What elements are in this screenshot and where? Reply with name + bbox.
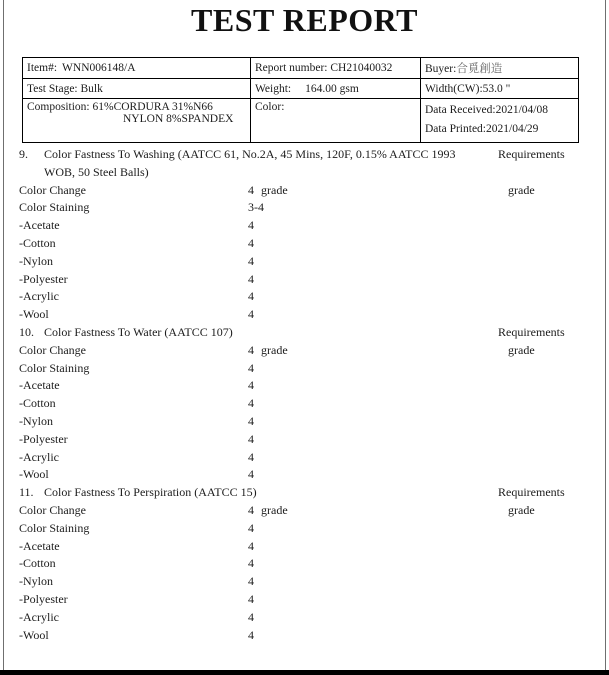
data-printed-label: Data Printed: [425,123,486,135]
result-label: -Wool [19,627,49,642]
result-label: -Wool [19,307,49,322]
result-value: 4 [248,520,254,535]
result-value: 4 [248,253,254,268]
weight-label: Weight: [255,82,292,95]
page-title: TEST REPORT [191,2,418,38]
color-label: Color: [255,101,285,113]
result-value: 4 [248,218,254,233]
result-row [0,538,609,556]
result-row [0,253,609,271]
result-row [0,555,609,573]
page-border-bottom [0,670,609,675]
result-label: -Polyester [19,591,68,606]
result-label: Color Change [19,182,86,197]
test-results [0,146,609,644]
result-value: 4 [248,396,254,411]
result-label: -Polyester [19,271,68,286]
result-value: 4 [248,449,254,464]
result-value: 4 [248,556,254,571]
result-value: 4 [248,627,254,642]
result-value: 4 [248,360,254,375]
item-label: Item#: [27,62,58,74]
buyer-value: 合覓創造 [456,63,503,75]
requirements-label: Requirements [498,324,565,339]
dates-cell [421,99,579,143]
test-stage-label: Test Stage: [27,82,78,95]
result-label: -Wool [19,467,49,482]
report-number-label: Report number: [255,62,328,74]
section-title-line: Color Fastness To Perspiration (AATCC 15) [44,485,257,500]
result-label: -Cotton [19,396,56,411]
buyer-label: Buyer: [425,63,457,75]
section-heading [0,324,609,342]
section-heading [0,484,609,502]
result-row [0,306,609,324]
composition-cell [23,99,251,143]
result-row [0,466,609,484]
result-row [0,235,609,253]
test-stage-cell [23,79,251,99]
test-section [0,146,609,324]
requirements-label: Requirements [498,147,565,161]
result-value: 4 [248,271,254,286]
width-value: 53.0 " [482,82,511,95]
composition-value-line1: 61%CORDURA 31%N66 [92,101,213,113]
result-label: -Acetate [19,218,60,233]
result-value: 4 grade [248,182,288,197]
composition-label: Composition: [27,101,90,113]
result-value: 4 [248,574,254,589]
result-row [0,609,609,627]
result-label: -Nylon [19,574,53,589]
item-cell [23,58,251,79]
result-label: -Acetate [19,538,60,553]
result-value: 4 [248,289,254,304]
section-number: 10. [19,324,34,339]
result-label: Color Change [19,502,86,517]
result-value: 4 [248,307,254,322]
result-row [0,360,609,378]
requirement-unit: grade [508,502,535,517]
result-value: 4 [248,467,254,482]
requirement-unit: grade [508,342,535,357]
section-heading [0,146,609,182]
width-label: Width(CW): [425,82,483,95]
result-unit: grade [261,342,288,357]
result-label: -Nylon [19,413,53,428]
result-row [0,288,609,306]
result-row [0,182,609,200]
result-row [0,395,609,413]
result-row [0,342,609,360]
requirements-label: Requirements [498,485,565,500]
result-value: 4 [248,378,254,393]
color-cell [251,99,421,143]
result-value: 4 [248,591,254,606]
result-value: 4 grade [248,502,288,517]
result-label: -Acrylic [19,449,59,464]
result-unit: grade [261,502,288,517]
test-section [0,324,609,484]
result-row [0,413,609,431]
weight-cell [251,79,421,99]
data-received-label: Data Received: [425,104,496,116]
composition-value-line2: NYLON 8%SPANDEX [123,113,234,125]
section-title-line: Color Fastness To Water (AATCC 107) [44,324,233,339]
header-table [22,57,579,143]
width-cell [421,79,579,99]
data-received-value: 2021/04/08 [495,104,548,116]
weight-value: 164.00 gsm [305,82,359,95]
result-label: -Acetate [19,378,60,393]
result-row [0,377,609,395]
result-label: -Polyester [19,431,68,446]
result-label: -Nylon [19,253,53,268]
result-row [0,573,609,591]
result-label: -Cotton [19,556,56,571]
result-row [0,271,609,289]
result-value: 4 [248,413,254,428]
result-row [0,199,609,217]
requirement-unit: grade [508,182,535,197]
result-label: Color Staining [19,520,90,535]
section-title-line: WOB, 50 Steel Balls) [44,164,149,179]
result-value: 3-4 [248,200,264,215]
data-printed-value: 2021/04/29 [486,123,539,135]
result-row [0,449,609,467]
section-number: 9. [19,147,28,161]
section-title-line: Color Fastness To Washing (AATCC 61, No.2A, 45 Mins, 120F, 0.15% AATCC 1993 [44,147,456,161]
result-label: Color Change [19,342,86,357]
result-value: 4 [248,235,254,250]
result-value: 4 grade [248,342,288,357]
result-label: -Acrylic [19,289,59,304]
result-value: 4 [248,609,254,624]
report-number-cell [251,58,421,79]
test-section [0,484,609,644]
item-value: WNN006148/A [62,62,136,74]
result-label: Color Staining [19,200,90,215]
result-row [0,502,609,520]
result-row [0,520,609,538]
report-number-value: CH21040032 [330,62,393,74]
section-number: 11. [19,485,34,500]
result-label: -Acrylic [19,609,59,624]
result-unit: grade [261,182,288,197]
result-value: 4 [248,538,254,553]
buyer-cell [421,58,579,79]
result-row [0,591,609,609]
result-value: 4 [248,431,254,446]
result-row [0,431,609,449]
result-row [0,627,609,645]
result-row [0,217,609,235]
result-label: Color Staining [19,360,90,375]
test-stage-value: Bulk [80,82,103,95]
result-label: -Cotton [19,235,56,250]
